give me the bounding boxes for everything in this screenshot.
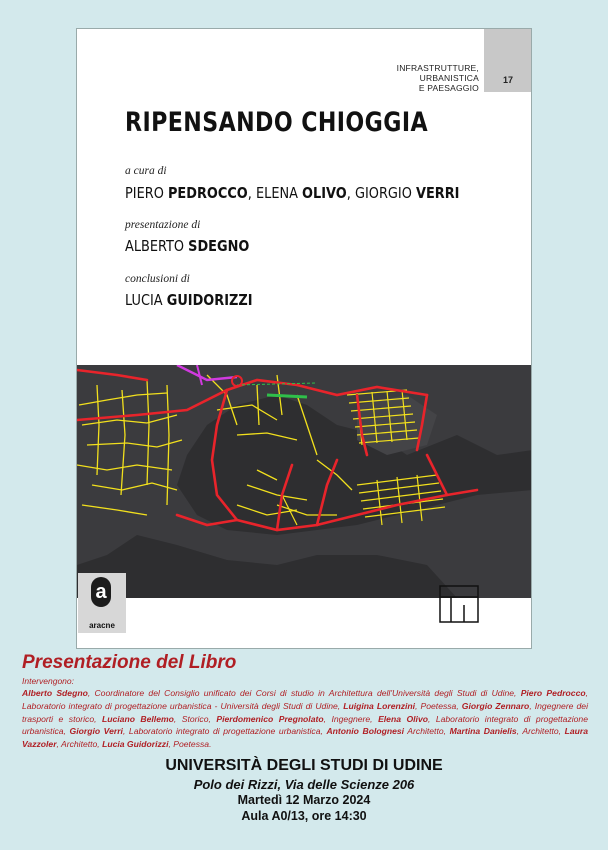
editor-first-name: PIERO: [125, 184, 164, 202]
editor-first-name: ELENA: [255, 184, 298, 202]
speaker-role: Architetto,: [404, 726, 446, 737]
speaker-role: , Storico,: [173, 713, 211, 724]
speakers-list: [22, 687, 588, 751]
speaker: [450, 726, 561, 736]
speaker: [102, 739, 211, 749]
speaker-name: Luciano Bellemo: [102, 713, 174, 724]
series-number: 17: [502, 75, 513, 85]
speaker-name: Giorgio Zennaro: [461, 700, 530, 711]
publisher-logo: [78, 573, 126, 633]
speaker-name: Alberto Sdegno: [22, 688, 88, 698]
publisher-name: aracne: [89, 621, 115, 630]
speaker-role: , Poetessa.: [168, 739, 212, 750]
book-title: RIPENSANDO CHIOGGIA: [125, 107, 429, 138]
speaker-role: , Ingegnere dei trasporti e storico,: [22, 700, 588, 724]
speaker: [22, 688, 516, 698]
speakers-intro: Intervengono:: [22, 676, 74, 686]
editors-line: PIERO PEDROCCO, ELENA OLIVO, GIORGIO VERRI: [125, 184, 460, 202]
event-room-time: Aula A0/13, ore 14:30: [241, 809, 367, 823]
speaker-role: , Laboratorio integrato di progettazione urbanistica,: [22, 713, 588, 737]
speaker-name: Luigina Lorenzini: [343, 700, 416, 711]
publisher-logo-mark: a: [91, 577, 111, 607]
speaker-role: , Ingegnere,: [323, 713, 373, 724]
editor-last-name: PEDROCCO: [167, 184, 248, 202]
presentazione-di-label: presentazione di: [125, 219, 201, 231]
book-cover: [76, 28, 532, 649]
speaker-name: Pierdomenico Pregnolato: [216, 713, 324, 724]
conclusioni-di-label: conclusioni di: [125, 273, 190, 285]
speaker-name: Giorgio Verri: [69, 726, 123, 737]
concluder-last-name: GUIDORIZZI: [166, 291, 253, 309]
editor-first-name: GIORGIO: [354, 184, 412, 202]
speaker-name: Laura Vazzoler: [22, 726, 589, 750]
speaker-role: , Laboratorio integrato di progettazione urbanistica,: [122, 726, 323, 737]
speaker: [216, 714, 372, 724]
speaker-role: , Architetto,: [516, 726, 562, 737]
concluder-first-name: LUCIA: [125, 291, 163, 309]
concluder-line: [125, 291, 253, 309]
speaker: [326, 726, 446, 736]
editor-last-name: VERRI: [415, 184, 460, 202]
series-name: [339, 63, 479, 93]
series-line-2: E PAESAGGIO: [418, 83, 479, 93]
presenter-last-name: SDEGNO: [188, 237, 250, 255]
speaker-role: , Laboratorio integrato di progettazione urbanistica - Università degli Studi di Udine,: [22, 688, 588, 711]
speaker-name: Lucia Guidorizzi: [102, 739, 169, 750]
street-map-graphic: [77, 365, 532, 598]
speaker-name: Piero Pedrocco: [520, 688, 586, 698]
presenter-first-name: ALBERTO: [125, 237, 185, 255]
speaker-name: Martina Danielis: [449, 726, 517, 737]
series-line-1: INFRASTRUTTURE, URBANISTICA: [396, 63, 479, 83]
event-location: Polo dei Rizzi, Via delle Scienze 206: [193, 777, 415, 792]
chioggia-street-map: [77, 365, 532, 598]
speaker: [343, 701, 458, 711]
speaker-role: , Architetto,: [56, 739, 100, 750]
editor-last-name: OLIVO: [302, 184, 347, 202]
event-heading: Presentazione del Libro: [22, 652, 237, 673]
speaker-role: , Poetessa,: [415, 700, 459, 711]
presenter-line: [125, 237, 249, 255]
event-date: Martedì 12 Marzo 2024: [237, 793, 371, 807]
speaker-name: Elena Olivo: [378, 713, 428, 724]
speaker-name: Antonio Bolognesi: [326, 726, 405, 737]
a-cura-di-label: a cura di: [125, 165, 167, 177]
series-logo-icon: [439, 585, 479, 623]
speaker: [70, 726, 323, 736]
university-name: UNIVERSITÀ DEGLI STUDI DI UDINE: [165, 757, 443, 774]
speaker-role: , Coordinatore del Consiglio unificato dei Corsi di studio in Architettura dell'Università degli Studi di Udine,: [87, 688, 517, 698]
speaker: [102, 714, 211, 724]
